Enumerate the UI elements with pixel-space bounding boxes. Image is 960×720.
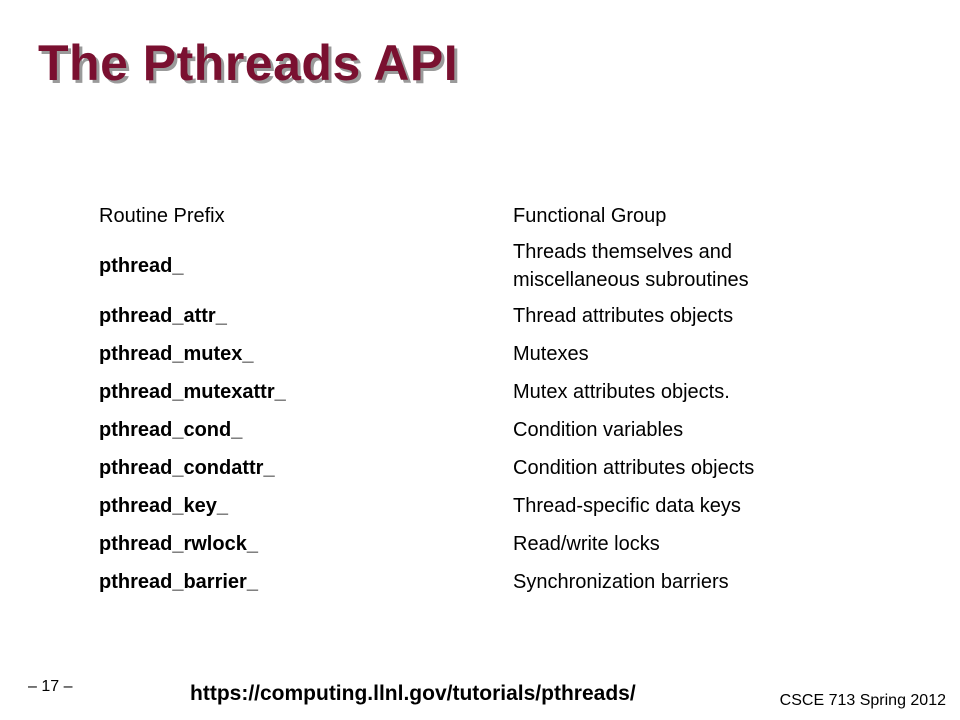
- routine-prefix-cell: pthread_key_: [99, 494, 228, 517]
- routine-prefix-cell: pthread_mutex_: [99, 342, 254, 365]
- table-row: [93, 563, 813, 601]
- routine-prefix-cell: pthread_cond_: [99, 418, 243, 441]
- table-row: [93, 487, 813, 525]
- table-row: [93, 335, 813, 373]
- functional-group-cell: Threads themselves and miscellaneous subroutines: [513, 241, 749, 291]
- table-row: [93, 235, 813, 297]
- functional-group-cell: Mutexes: [513, 343, 589, 365]
- routine-prefix-cell: pthread_mutexattr_: [99, 380, 286, 403]
- functional-group-cell: Thread attributes objects: [513, 305, 734, 327]
- functional-group-cell: Condition variables: [513, 419, 684, 441]
- table-row: [93, 525, 813, 563]
- routine-prefix-cell: pthread_barrier_: [99, 570, 258, 593]
- course-label: CSCE 713 Spring 2012: [779, 692, 946, 709]
- routine-prefix-cell: pthread_: [99, 254, 184, 277]
- header-routine-prefix: Routine Prefix: [99, 204, 225, 227]
- reference-url: https://computing.llnl.gov/tutorials/pthreads/: [190, 682, 636, 705]
- functional-group-cell: Synchronization barriers: [513, 571, 729, 593]
- functional-group-cell: Mutex attributes objects.: [513, 381, 730, 403]
- page-number: – 17 –: [28, 678, 73, 695]
- functional-group-cell: Condition attributes objects: [513, 457, 755, 479]
- table-header-row: [93, 197, 813, 235]
- table-row: [93, 297, 813, 335]
- table-row: [93, 449, 813, 487]
- functional-group-cell: Thread-specific data keys: [513, 495, 741, 517]
- table-row: [93, 373, 813, 411]
- routine-prefix-cell: pthread_condattr_: [99, 456, 275, 479]
- routine-prefix-cell: pthread_rwlock_: [99, 532, 258, 555]
- header-functional-group: Functional Group: [513, 204, 667, 227]
- slide-title: The Pthreads API: [38, 35, 459, 91]
- table-row: [93, 411, 813, 449]
- routine-prefix-cell: pthread_attr_: [99, 304, 227, 327]
- functional-group-cell: Read/write locks: [513, 533, 660, 555]
- routine-prefix-table: [93, 197, 813, 601]
